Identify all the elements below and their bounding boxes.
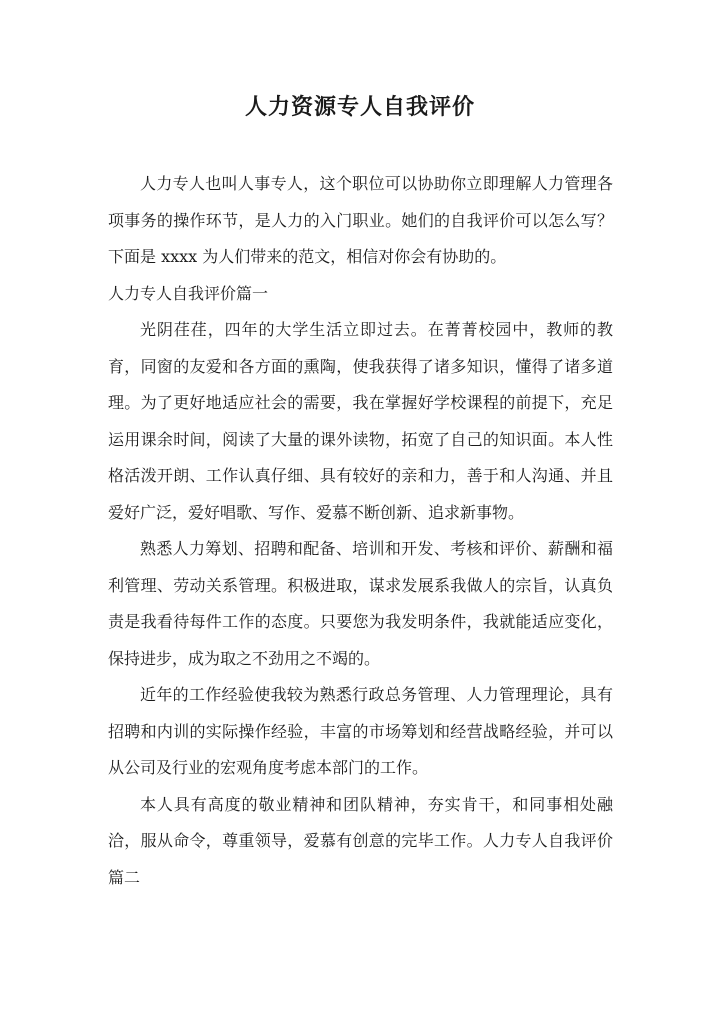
intro-paragraph: 人力专人也叫人事专人，这个职位可以协助你立即理解人力管理各项事务的操作环节，是人力的入门职业。她们的自我评价可以怎么写？下面是 xxxx 为人们带来的范文，相信对你会有协助的。 bbox=[108, 174, 613, 266]
section-heading: 人力专人自我评价篇一 bbox=[108, 283, 269, 303]
body-paragraph-4: 本人具有高度的敬业精神和团队精神，夯实肯干，和同事相处融洽，服从命令，尊重领导，爱慕有创意的完毕工作。人力专人自我评价篇二 bbox=[108, 794, 613, 887]
page-title: 人力资源专人自我评价 bbox=[244, 94, 475, 120]
body-paragraph-3: 近年的工作经验使我较为熟悉行政总务管理、人力管理理论，具有招聘和内训的实际操作经验，丰富的市场筹划和经营战略经验，并可以从公司及行业的宏观角度考虑本部门的工作。 bbox=[108, 685, 613, 777]
body-paragraph-2: 熟悉人力筹划、招聘和配备、培训和开发、考核和评价、薪酬和福利管理、劳动关系管理。积极进取，谋求发展系我做人的宗旨，认真负责是我看待每件工作的态度。只要您为我发明条件，我就能适应变化，保持进步，成为取之不劲用之不竭的。 bbox=[108, 539, 613, 668]
document-body bbox=[108, 166, 613, 896]
body-paragraph-1: 光阴荏荏，四年的大学生活立即过去。在菁菁校园中，教师的教育，同窗的友爱和各方面的熏陶，使我获得了诸多知识，懂得了诸多道理。为了更好地适应社会的需要，我在掌握好学校课程的前提下，充足运用课余时间，阅读了大量的课外读物，拓宽了自己的知识面。本人性格活泼开朗、工作认真仔细、具有较好的亲和力，善于和人沟通、并且爱好广泛，爱好唱歌、写作、爱慕不断创新、追求新事物。 bbox=[108, 320, 613, 522]
